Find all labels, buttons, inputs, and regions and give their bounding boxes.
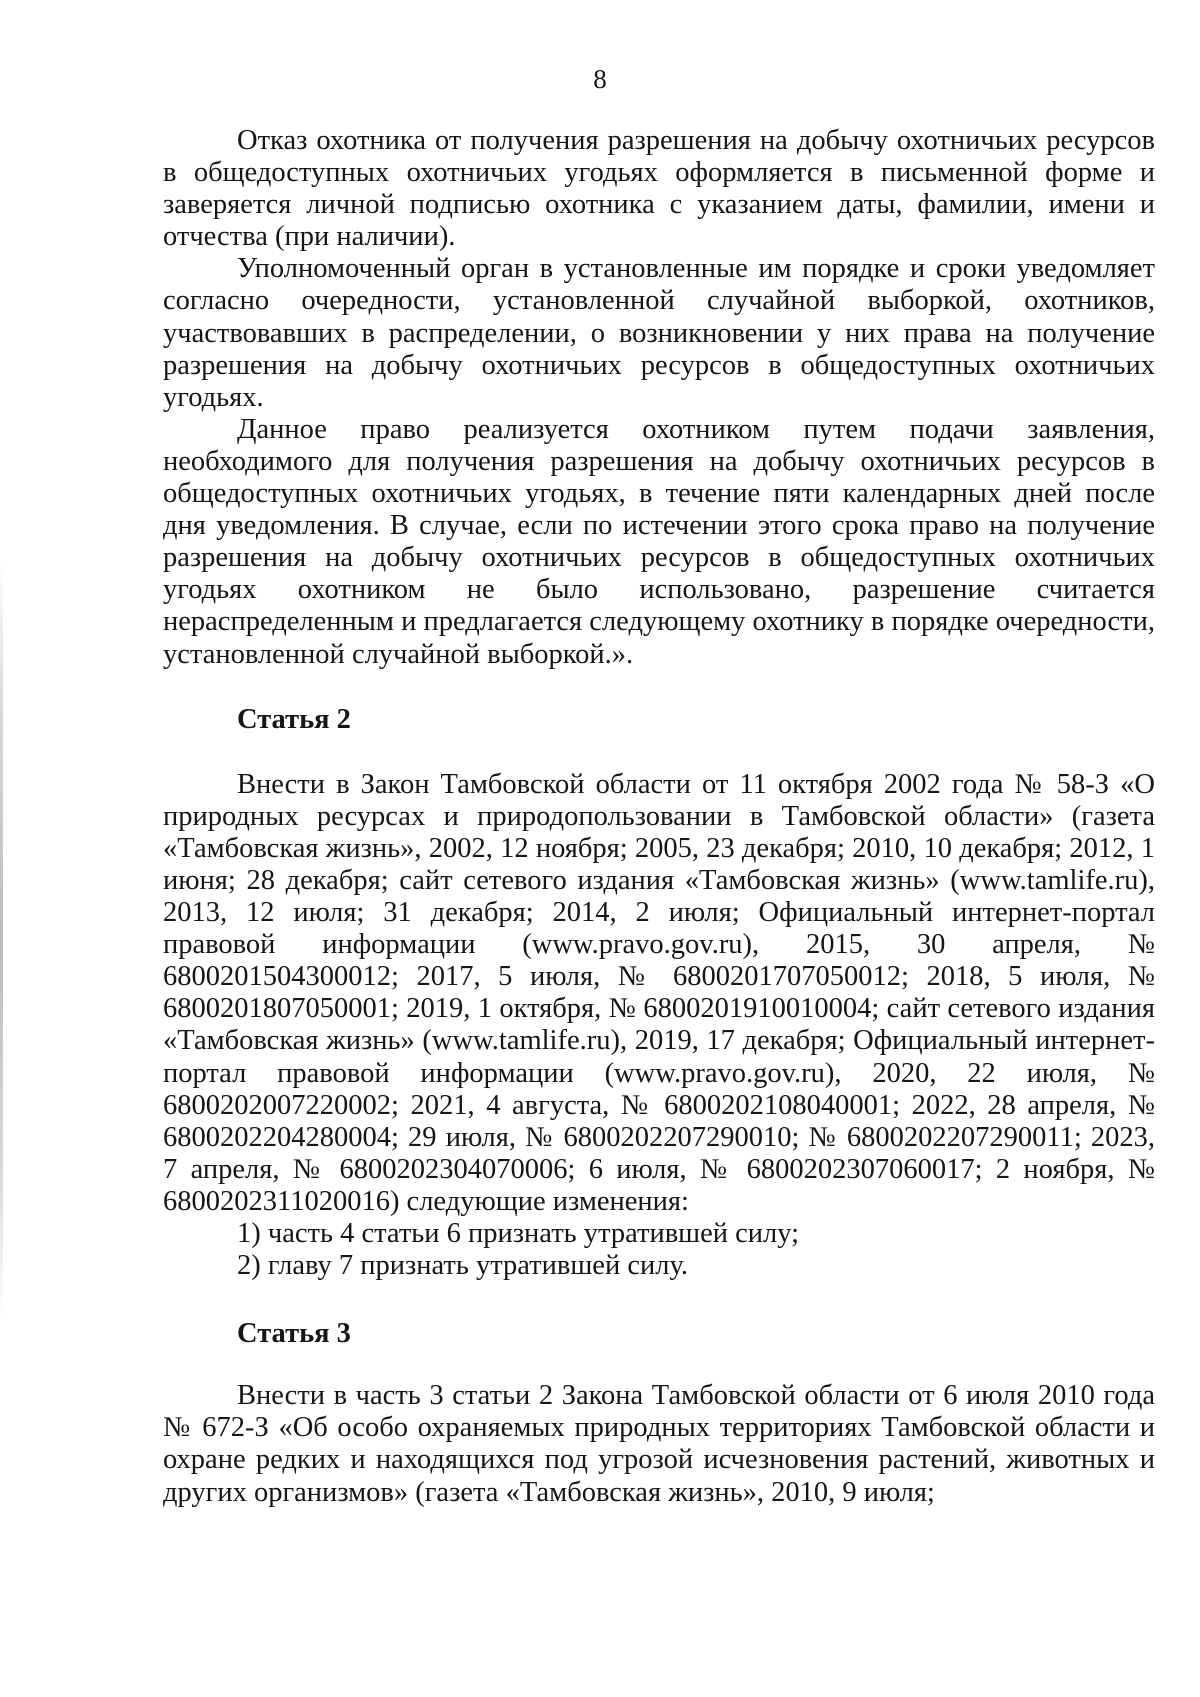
spacer: [163, 1350, 1155, 1380]
paragraph-refusal: Отказ охотника от получения разрешения на добычу охотничьих ресурсов в общедоступных охотничьих угодьях оформляется в письменной форме и заверяется личной подписью охотника с указанием даты, фамилии, имени и отчества (при наличии).: [163, 125, 1155, 253]
spacer: [163, 736, 1155, 769]
scan-edge-shadow: [0, 560, 3, 1320]
article-2-heading: Статья 2: [237, 703, 351, 735]
article-2-item-1: 1) часть 4 статьи 6 признать утратившей силу;: [237, 1218, 800, 1249]
spacer: [163, 671, 1155, 704]
paragraph-notification: Уполномоченный орган в установленные им порядке и сроки уведомляет согласно очередности, установленной случайной выборкой, охотников, участвовавших в распределении, о возникновении у них права на получение разрешения на добычу охотничьих ресурсов в общедоступных охотничьих угодьях.: [163, 253, 1155, 413]
article-3-text: Внести в часть 3 статьи 2 Закона Тамбовской области от 6 июля 2010 года № 672-З «Об особо охраняемых природных территориях Тамбовской области и охране редких и находящихся под угрозой исчезновения растений, животных и других организмов» (газета «Тамбовская жизнь», 2010, 9 июля;: [163, 1380, 1155, 1508]
article-3-heading: Статья 3: [237, 1318, 351, 1350]
article-2-text: Внести в Закон Тамбовской области от 11 октября 2002 года № 58-З «О природных ресурсах и природопользовании в Тамбовской области» (газета «Тамбовская жизнь», 2002, 12 ноября; 2005, 23 декабря; 2010, 10 декабря; 2012, 1 июня; 28 декабря; сайт сетевого издания «Тамбовская жизнь» (www.tamlife.ru), 2013, 12 июля; 31 декабря; 2014, 2 июля; Официальный интернет-портал правовой информации (www.pravo.gov.ru), 2015, 30 апреля, № 6800201504300012; 2017, 5 июля, № 6800201707050012; 2018, 5 июля, № 6800201807050001; 2019, 1 октября, № 6800201910010004; сайт сетевого издания «Тамбовская жизнь» (www.tamlife.ru), 2019, 17 декабря; Официальный интернет-портал правовой информации (www.pravo.gov.ru), 2020, 22 июля, № 6800202007220002; 2021, 4 августа, № 6800202108040001; 2022, 28 апреля, № 6800202204280004; 29 июля, № 6800202207290010; № 6800202207290011; 2023, 7 апреля, № 6800202304070006; 6 июля, № 6800202307060017; 2 ноября, № 6800202311020016) следующие изменения:: [163, 768, 1155, 1217]
document-body: [163, 125, 1155, 1509]
page-number: 8: [593, 64, 607, 94]
spacer: [163, 1282, 1155, 1318]
article-2-item-2: 2) главу 7 признать утратившей силу.: [237, 1250, 688, 1282]
paragraph-right-realization: Данное право реализуется охотником путем подачи заявления, необходимого для получения разрешения на добычу охотничьих ресурсов в общедоступных охотничьих угодьях, в течение пяти календарных дней после дня уведомления. В случае, если по истечении этого срока право на получение разрешения на добычу охотничьих ресурсов в общедоступных охотничьих угодьях охотником не было использовано, разрешение считается нераспределенным и предлагается следующему охотнику в порядке очередности, установленной случайной выборкой.».: [163, 413, 1155, 670]
